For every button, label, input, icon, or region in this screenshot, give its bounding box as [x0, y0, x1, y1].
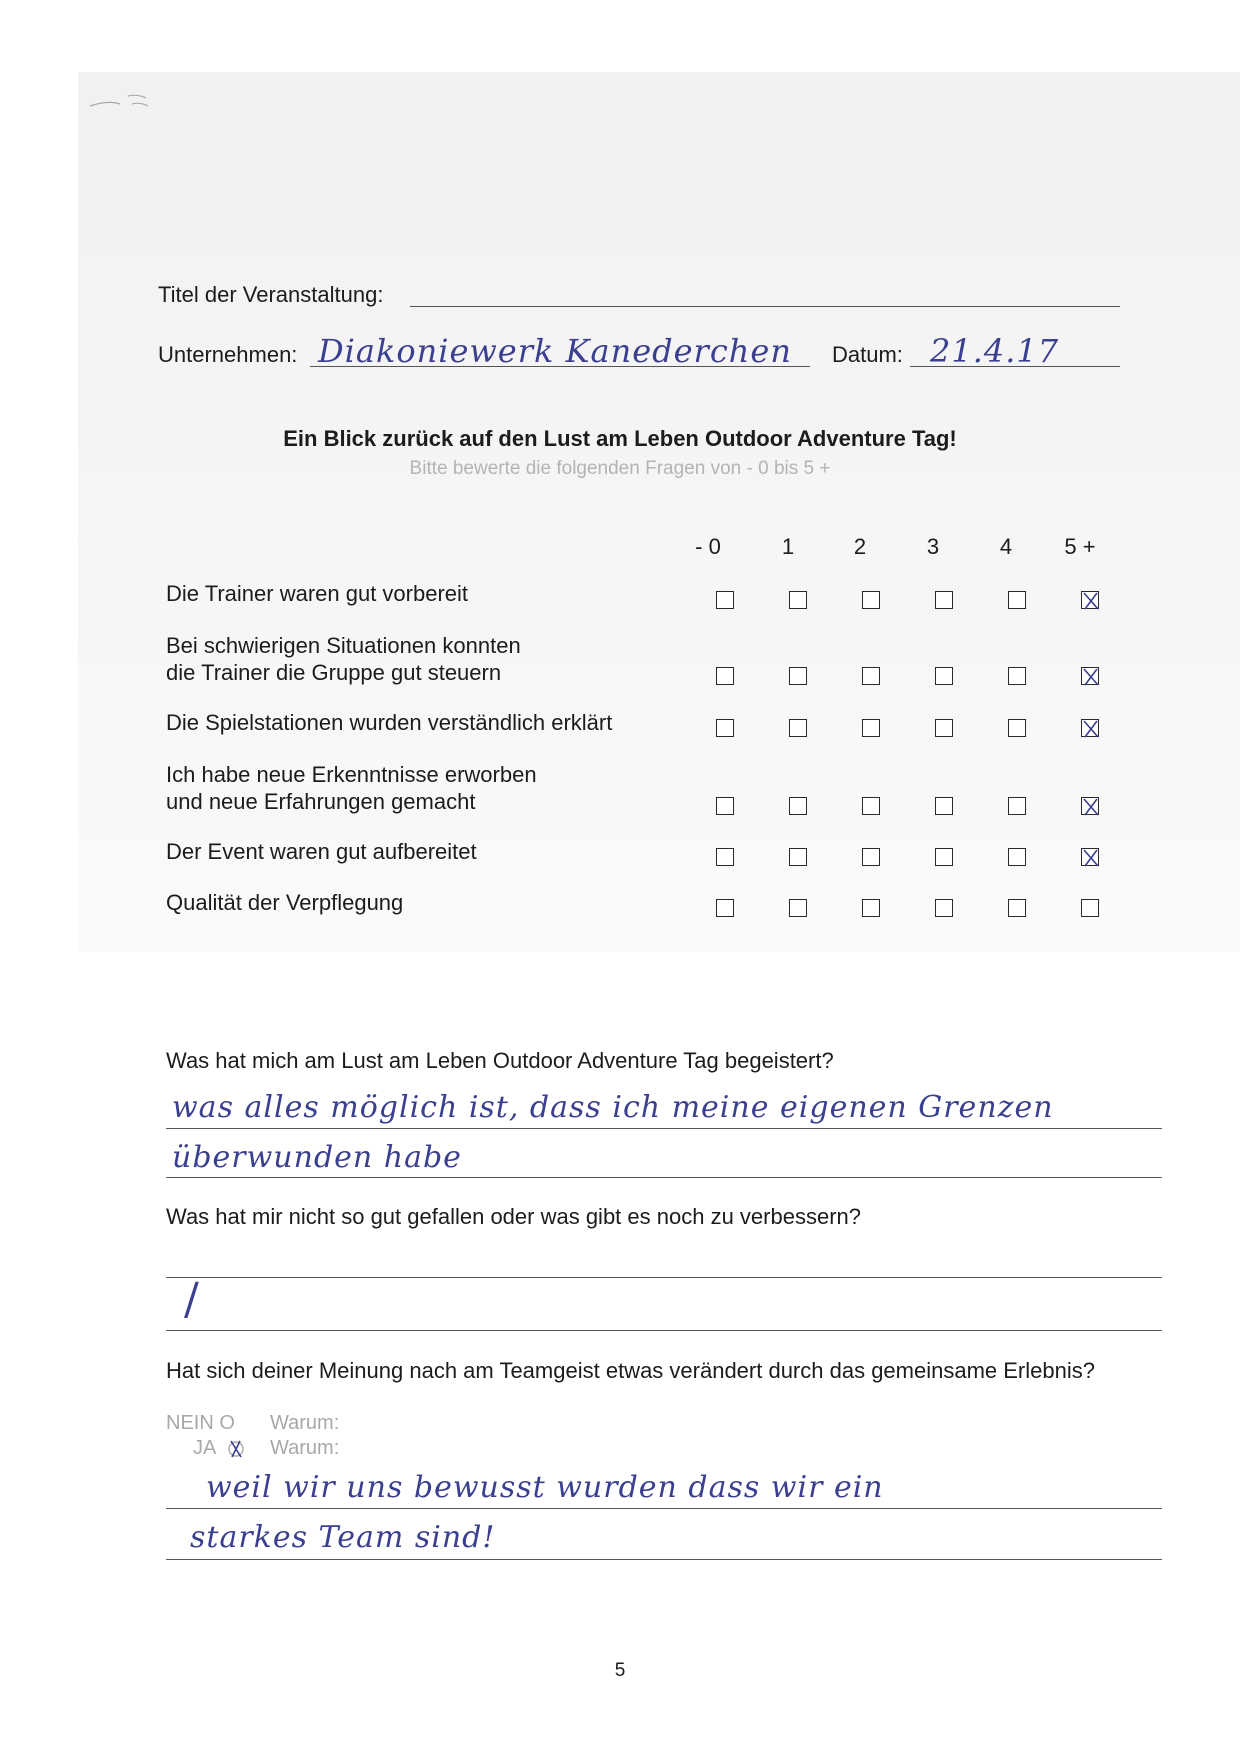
rating-checkbox-q4-5-checked[interactable]: [1081, 797, 1099, 815]
answer-3-line-1: weil wir uns bewusst wurden dass wir ein: [206, 1470, 884, 1505]
event-title-line: [410, 306, 1120, 307]
date-value: 21.4.17: [930, 332, 1060, 370]
answer-line-3a: [166, 1508, 1162, 1509]
rating-checkbox-q3-5-checked[interactable]: [1081, 719, 1099, 737]
answer-1-line-2: überwunden habe: [172, 1140, 462, 1175]
rating-checkbox-q4-0[interactable]: [716, 797, 734, 815]
answer-line-2b: [166, 1330, 1162, 1331]
answer-line-2a: [166, 1277, 1162, 1278]
rating-question-3: [166, 709, 612, 736]
company-value: Diakoniewerk Kanederchen: [318, 332, 792, 370]
why-label-yes: Warum:: [270, 1437, 340, 1459]
rating-checkbox-q4-2[interactable]: [862, 797, 880, 815]
rating-checkbox-q2-3[interactable]: [935, 667, 953, 685]
rating-question-6: [166, 889, 403, 916]
rating-question-4-line-2: und neue Erfahrungen gemacht: [166, 789, 476, 814]
rating-checkbox-q6-4[interactable]: [1008, 899, 1026, 917]
scale-label-3: 3: [926, 534, 940, 559]
answer-line-1a: [166, 1128, 1162, 1129]
rating-checkbox-q2-5-checked[interactable]: [1081, 667, 1099, 685]
survey-title: Ein Blick zurück auf den Lust am Leben Outdoor Adventure Tag!: [283, 426, 957, 451]
rating-checkbox-q3-0[interactable]: [716, 719, 734, 737]
rating-checkbox-q3-2[interactable]: [862, 719, 880, 737]
answer-1-line-1: was alles möglich ist, dass ich meine eigenen Grenzen: [172, 1090, 1054, 1125]
page-number: 5: [614, 1660, 626, 1681]
rating-checkbox-q1-1[interactable]: [789, 591, 807, 609]
option-no: NEIN O: [166, 1412, 235, 1434]
rating-question-5-line-1: Der Event waren gut aufbereitet: [166, 839, 477, 864]
rating-checkbox-q6-0[interactable]: [716, 899, 734, 917]
scale-label-2: 2: [853, 534, 867, 559]
rating-checkbox-q6-1[interactable]: [789, 899, 807, 917]
open-question-2: Was hat mir nicht so gut gefallen oder was gibt es noch zu verbessern?: [166, 1204, 861, 1229]
rating-checkbox-q3-1[interactable]: [789, 719, 807, 737]
rating-checkbox-q5-5-checked[interactable]: [1081, 848, 1099, 866]
rating-checkbox-q5-0[interactable]: [716, 848, 734, 866]
rating-question-5: [166, 838, 477, 865]
option-yes-mark: [226, 1437, 246, 1461]
answer-2-mark: /: [184, 1274, 200, 1325]
rating-checkbox-q4-1[interactable]: [789, 797, 807, 815]
scale-label-1: 1: [781, 534, 795, 559]
rating-checkbox-q1-2[interactable]: [862, 591, 880, 609]
rating-checkbox-q3-3[interactable]: [935, 719, 953, 737]
rating-checkbox-q6-3[interactable]: [935, 899, 953, 917]
rating-checkbox-q4-3[interactable]: [935, 797, 953, 815]
rating-question-2-line-1: Bei schwierigen Situationen konnten: [166, 633, 521, 658]
option-yes: JA: [193, 1437, 217, 1459]
rating-question-4-line-1: Ich habe neue Erkenntnisse erworben: [166, 762, 537, 787]
rating-checkbox-q2-2[interactable]: [862, 667, 880, 685]
rating-checkbox-q4-4[interactable]: [1008, 797, 1026, 815]
scan-shading: [78, 72, 1240, 952]
rating-question-3-line-1: Die Spielstationen wurden verständlich erklärt: [166, 710, 613, 735]
scale-label-4: 4: [999, 534, 1013, 559]
rating-checkbox-q3-4[interactable]: [1008, 719, 1026, 737]
survey-subtitle: Bitte bewerte die folgenden Fragen von - 0 bis 5 +: [409, 458, 831, 479]
rating-question-6-line-1: Qualität der Verpflegung: [166, 890, 404, 915]
answer-line-1b: [166, 1177, 1162, 1178]
answer-line-3b: [166, 1559, 1162, 1560]
rating-question-2-line-2: die Trainer die Gruppe gut steuern: [166, 660, 502, 685]
rating-checkbox-q1-5-checked[interactable]: [1081, 591, 1099, 609]
rating-checkbox-q5-2[interactable]: [862, 848, 880, 866]
rating-checkbox-q1-0[interactable]: [716, 591, 734, 609]
scale-label-5: 5 +: [1064, 534, 1096, 559]
rating-question-4: [166, 761, 537, 815]
open-question-1: Was hat mich am Lust am Leben Outdoor Adventure Tag begeistert?: [166, 1048, 834, 1073]
answer-3-line-2: starkes Team sind!: [190, 1520, 496, 1555]
rating-checkbox-q6-2[interactable]: [862, 899, 880, 917]
rating-checkbox-q5-1[interactable]: [789, 848, 807, 866]
company-label: Unternehmen:: [158, 342, 298, 367]
open-question-3: Hat sich deiner Meinung nach am Teamgeist etwas verändert durch das gemeinsame Erlebnis?: [166, 1358, 1095, 1383]
scale-label-0: - 0: [695, 534, 721, 559]
rating-question-1-line-1: Die Trainer waren gut vorbereit: [166, 581, 469, 606]
rating-checkbox-q1-3[interactable]: [935, 591, 953, 609]
rating-checkbox-q6-5[interactable]: [1081, 899, 1099, 917]
rating-question-2: [166, 632, 521, 686]
why-label-no: Warum:: [270, 1412, 340, 1434]
scan-artifact: [88, 88, 168, 118]
rating-checkbox-q2-4[interactable]: [1008, 667, 1026, 685]
rating-checkbox-q2-1[interactable]: [789, 667, 807, 685]
rating-checkbox-q1-4[interactable]: [1008, 591, 1026, 609]
rating-question-1: [166, 580, 468, 607]
rating-checkbox-q5-4[interactable]: [1008, 848, 1026, 866]
event-title-label: Titel der Veranstaltung:: [158, 282, 384, 307]
rating-checkbox-q2-0[interactable]: [716, 667, 734, 685]
rating-checkbox-q5-3[interactable]: [935, 848, 953, 866]
date-label: Datum:: [832, 342, 903, 367]
